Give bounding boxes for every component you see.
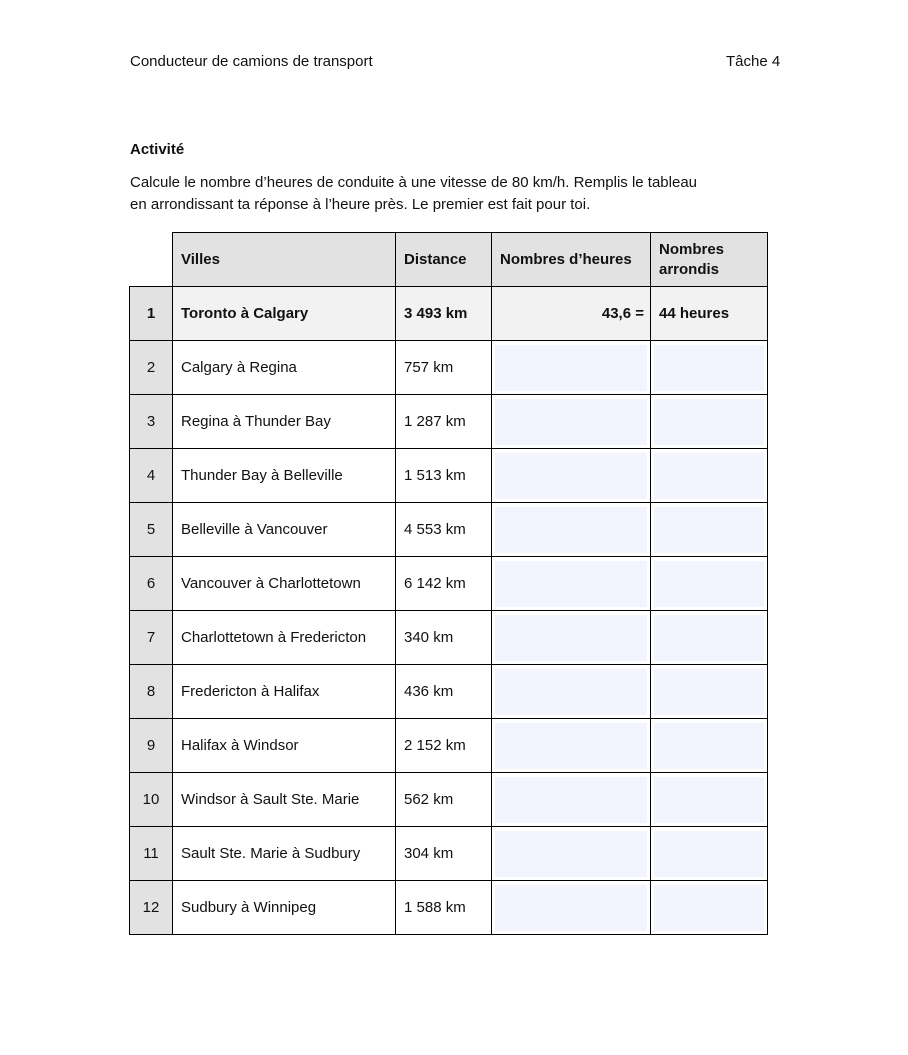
row-cities: Fredericton à Halifax <box>173 665 396 719</box>
row-hours-cell <box>492 341 651 395</box>
row-cities: Belleville à Vancouver <box>173 503 396 557</box>
row-number: 3 <box>130 395 173 449</box>
row-rounded-cell <box>651 395 768 449</box>
row-cities: Calgary à Regina <box>173 341 396 395</box>
rounded-answer-field[interactable] <box>654 399 764 445</box>
row-hours-cell <box>492 827 651 881</box>
table-row <box>130 395 768 449</box>
row-cities: Toronto à Calgary <box>173 287 396 341</box>
row-hours-cell <box>492 503 651 557</box>
row-hours-cell <box>492 557 651 611</box>
row-hours-cell <box>492 773 651 827</box>
rounded-answer-field[interactable] <box>654 885 764 931</box>
row-rounded-cell <box>651 773 768 827</box>
row-distance: 340 km <box>396 611 492 665</box>
row-hours-cell <box>492 881 651 935</box>
row-number: 11 <box>130 827 173 881</box>
row-number: 1 <box>130 287 173 341</box>
row-number: 4 <box>130 449 173 503</box>
rounded-answer-field[interactable] <box>654 669 764 715</box>
row-distance: 1 287 km <box>396 395 492 449</box>
table-row <box>130 665 768 719</box>
row-number: 12 <box>130 881 173 935</box>
row-rounded-cell <box>651 503 768 557</box>
row-rounded-cell <box>651 611 768 665</box>
row-rounded: 44 heures <box>651 287 768 341</box>
hours-answer-field[interactable] <box>495 723 647 769</box>
column-header-cities: Villes <box>173 233 396 287</box>
table-row <box>130 611 768 665</box>
header-document-title: Conducteur de camions de transport <box>130 53 373 70</box>
hours-answer-field[interactable] <box>495 615 647 661</box>
hours-answer-field[interactable] <box>495 453 647 499</box>
row-distance: 1 513 km <box>396 449 492 503</box>
row-cities: Thunder Bay à Belleville <box>173 449 396 503</box>
row-number: 5 <box>130 503 173 557</box>
table-row <box>130 449 768 503</box>
row-rounded-cell <box>651 665 768 719</box>
instruction-line-1: Calcule le nombre d’heures de conduite à une vitesse de 80 km/h. Remplis le tableau <box>130 174 697 191</box>
row-cities: Halifax à Windsor <box>173 719 396 773</box>
hours-answer-field[interactable] <box>495 561 647 607</box>
hours-answer-field[interactable] <box>495 345 647 391</box>
instruction-line-2: en arrondissant ta réponse à l’heure près. Le premier est fait pour toi. <box>130 196 591 213</box>
hours-answer-field[interactable] <box>495 777 647 823</box>
row-cities: Regina à Thunder Bay <box>173 395 396 449</box>
row-hours-cell <box>492 611 651 665</box>
table-header-row <box>130 233 768 287</box>
row-distance: 3 493 km <box>396 287 492 341</box>
row-rounded-cell <box>651 881 768 935</box>
row-hours-cell <box>492 719 651 773</box>
row-distance: 436 km <box>396 665 492 719</box>
row-number: 8 <box>130 665 173 719</box>
hours-answer-field[interactable] <box>495 399 647 445</box>
row-cities: Vancouver à Charlottetown <box>173 557 396 611</box>
row-rounded-cell <box>651 449 768 503</box>
row-number: 2 <box>130 341 173 395</box>
activity-instructions <box>130 172 730 216</box>
column-header-rounded-line-2: arrondis <box>659 260 720 278</box>
row-distance: 562 km <box>396 773 492 827</box>
hours-answer-field[interactable] <box>495 831 647 877</box>
table-row <box>130 341 768 395</box>
rounded-answer-field[interactable] <box>654 345 764 391</box>
column-header-rounded <box>651 233 768 287</box>
rounded-answer-field[interactable] <box>654 615 764 661</box>
row-rounded-cell <box>651 341 768 395</box>
table-row <box>130 557 768 611</box>
table-row <box>130 881 768 935</box>
row-distance: 304 km <box>396 827 492 881</box>
row-distance: 6 142 km <box>396 557 492 611</box>
distance-table <box>129 232 768 935</box>
row-distance: 757 km <box>396 341 492 395</box>
table-row <box>130 827 768 881</box>
row-distance: 1 588 km <box>396 881 492 935</box>
row-rounded-cell <box>651 719 768 773</box>
row-cities: Sault Ste. Marie à Sudbury <box>173 827 396 881</box>
row-rounded-cell <box>651 827 768 881</box>
rounded-answer-field[interactable] <box>654 777 764 823</box>
header-task-number: Tâche 4 <box>726 53 781 70</box>
rounded-answer-field[interactable] <box>654 507 764 553</box>
row-hours-cell <box>492 449 651 503</box>
column-header-rounded-line-1: Nombres <box>659 240 725 258</box>
row-cities: Windsor à Sault Ste. Marie <box>173 773 396 827</box>
hours-answer-field[interactable] <box>495 669 647 715</box>
rounded-answer-field[interactable] <box>654 561 764 607</box>
rounded-answer-field[interactable] <box>654 831 764 877</box>
row-hours-cell <box>492 395 651 449</box>
column-header-hours: Nombres d’heures <box>492 233 651 287</box>
row-hours-cell <box>492 665 651 719</box>
table-row <box>130 719 768 773</box>
table-row <box>130 503 768 557</box>
table-row <box>130 773 768 827</box>
column-header-distance: Distance <box>396 233 492 287</box>
row-number: 6 <box>130 557 173 611</box>
row-rounded-cell <box>651 557 768 611</box>
row-cities: Sudbury à Winnipeg <box>173 881 396 935</box>
row-cities: Charlottetown à Fredericton <box>173 611 396 665</box>
rounded-answer-field[interactable] <box>654 723 764 769</box>
row-number: 10 <box>130 773 173 827</box>
activity-title: Activité <box>130 141 185 158</box>
row-distance: 4 553 km <box>396 503 492 557</box>
row-number: 7 <box>130 611 173 665</box>
row-distance: 2 152 km <box>396 719 492 773</box>
row-number: 9 <box>130 719 173 773</box>
hours-answer-field[interactable] <box>495 507 647 553</box>
rounded-answer-field[interactable] <box>654 453 764 499</box>
hours-answer-field[interactable] <box>495 885 647 931</box>
table-row <box>130 287 768 341</box>
table-corner-cell <box>130 233 173 287</box>
row-hours: 43,6 = <box>492 287 651 341</box>
